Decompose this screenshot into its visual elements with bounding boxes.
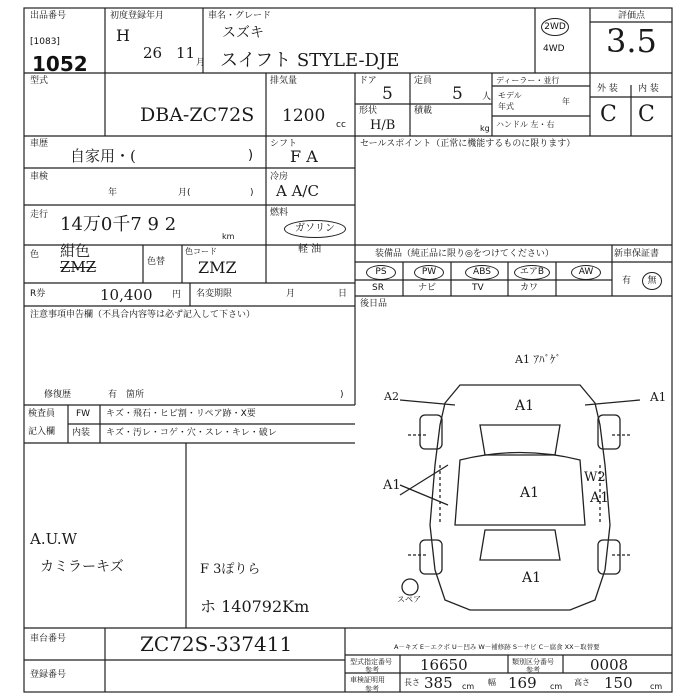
lot-number: 1052 [32,52,88,76]
ac-label: 冷房 [270,172,289,182]
recycle-label: R券 [30,289,46,299]
drive-2wd-wrap [541,18,569,36]
repair-value: 有 [108,390,118,400]
category-number-ref: 参考 [526,666,540,674]
width-label: 幅 [488,678,496,687]
color-code-label: 色コード [185,247,217,256]
drive-2wd: 2WD [541,18,569,36]
lot-code: [1083] [30,37,60,47]
category-number-value: 0008 [590,656,629,674]
doors-value: 5 [382,84,393,104]
comment-4: ホ 140792Km [200,597,310,616]
grade-label: 評価点 [618,11,646,21]
height-unit: cm [650,682,663,691]
shape-value: H/B [370,118,396,133]
mileage-value: 14万0千7 9 2 [60,214,177,235]
fw-label: FW [76,409,91,419]
comment-1: A.U.W [30,530,78,548]
equipment-label: 装備品（純正品に限り◎をつけてください） [375,249,554,259]
warranty-label: 新車保証書 [614,249,660,259]
model-year-unit: 年 [562,97,570,106]
type-number-ref: 参考 [365,666,379,674]
diag-mark-w2: W2 [584,470,606,485]
first-reg-label: 初度登録年月 [110,11,165,21]
chassis-label: 車台番号 [30,634,67,644]
exterior-grade: C [600,102,617,127]
inspection-label: 車検 [30,172,49,182]
type-number-value: 16650 [420,656,468,674]
category-number-label: 類別区分番号 [512,658,554,666]
equip-abs: ABS [465,265,499,280]
displacement-unit: cc [336,120,346,130]
fuel-gas-wrap [284,220,346,238]
length-unit: cm [462,682,475,691]
repair-close: ) [340,390,344,400]
warranty-no: 無 [642,272,662,290]
ac-value: A A/C [276,182,319,200]
comment-2: カミラーキズ [40,559,124,575]
maker-name: スズキ [222,25,264,41]
diag-mark-a2: A2 [384,390,399,403]
color-value: 紺色 [60,242,91,260]
interior-grade: C [638,102,655,127]
equip-pw: PW [414,265,444,280]
length-value: 385 [424,674,453,692]
interior-row-label: 内装 [72,428,91,438]
warranty-no-wrap [642,272,662,290]
color-change-label: 色替 [147,257,166,267]
mileage-unit: km [222,232,235,241]
fuel-gasoline: ガソリン [284,220,346,238]
shape-label: 形状 [359,106,378,116]
shift-value: F A [290,147,318,166]
registration-label: 登録番号 [30,670,67,680]
load-unit: kg [480,124,490,133]
equip-leather: カワ [520,283,539,293]
length-label: 長さ [404,678,420,687]
displacement-label: 排気量 [270,76,298,86]
model-grade: スイフト STYLE-DJE [220,50,400,71]
name-grade-label: 車名・グレード [208,11,272,21]
equip-abs-wrap [465,265,499,280]
inspection-year-unit: 年 [108,188,118,198]
diag-mark-extra [590,486,591,487]
history-close: ) [248,148,254,163]
doors-label: ドア [359,76,377,86]
equip-aw: AW [571,265,601,280]
drive-4wd: 4WD [543,44,565,54]
model-year-label: モデル [498,91,522,100]
damage-legend: A－キズ E－エクボ U－凹み W－補修跡 S－サビ C－腐食 XX－取替要 [394,643,600,651]
repair-place: 箇所 [126,390,145,400]
diag-mark-rear: A1 [522,570,542,586]
color-struck: ZMZ [60,258,97,276]
diag-mark-right-side: A1 [590,490,610,506]
capacity-label: 定員 [414,76,433,86]
warranty-yes: 有 [622,276,632,286]
recycle-value: 10,400 [100,286,153,304]
name-change-label: 名変期限 [196,289,233,299]
equip-pw-wrap [414,265,444,280]
equip-aw-wrap [571,265,601,280]
fuel-label: 燃料 [270,208,289,218]
shift-label: シフト [270,139,298,149]
equip-ps: PS [366,265,396,280]
load-label: 積載 [414,106,433,116]
reg-month: 11 [176,44,196,62]
equip-airbag: エアB [514,265,550,280]
diag-mark-right-front: A1 [650,390,667,404]
model-year-label2: 年式 [498,102,514,111]
equip-sr: SR [372,283,384,293]
inspector-label: 検査員 [28,409,56,419]
equip-ps-wrap [366,265,396,280]
interior-label: 内 装 [638,84,659,94]
type-label: 型式 [30,76,49,86]
mileage-label: 走行 [30,210,49,220]
chassis-number: ZC72S-337411 [140,632,293,656]
spare-label: スペア [397,595,421,604]
name-change-day: 日 [338,289,348,299]
inspection-close: ) [250,188,254,198]
width-value: 169 [508,674,537,692]
exterior-label: 外 装 [597,84,618,94]
height-value: 150 [604,674,633,692]
reg-era: H [116,26,130,45]
dealer-label: ディーラー・並行 [496,76,560,85]
color-label: 色 [30,250,40,260]
equip-navi: ナビ [418,283,437,293]
fuel-diesel: 軽 油 [298,244,322,255]
month-unit: 月 [196,58,206,68]
notes-label: 注意事項申告欄（不具合内容等は必ず記入して下さい） [30,310,256,320]
displacement-value: 1200 [282,106,326,126]
recycle-unit: 円 [172,290,182,300]
inspector-label2: 記入欄 [28,427,56,437]
fw-text: キズ・飛石・ヒビ割・リペア跡・X要 [106,409,256,419]
history-value: 自家用・( [70,147,136,165]
sales-point-label: セールスポイント（正常に機能するものに限ります） [360,139,576,149]
name-change-month: 月 [286,289,296,299]
capacity-unit: 人 [482,92,492,102]
reg-year: 26 [143,44,163,62]
equip-airbag-wrap [514,265,550,280]
grade-value: 3.5 [606,22,657,60]
diag-mark-left-side: A1 [383,478,401,493]
width-unit: cm [550,682,563,691]
diag-mark-front: A1 ｱﾊﾞｹﾞ [515,353,561,366]
comment-3: F 3ぽりら [200,562,261,577]
cert-ref: 参考 [365,685,379,693]
rear-items-label: 後日品 [360,299,388,309]
capacity-value: 5 [452,84,463,104]
history-label: 車歴 [30,139,49,149]
type-number-label: 型式指定番号 [350,658,392,666]
color-code-value: ZMZ [198,258,237,277]
cert-label: 車検証明用 [350,676,385,684]
handle-label: ハンドル 左・右 [496,120,555,129]
lot-label: 出品番号 [30,11,67,21]
diag-mark-roof: A1 [520,485,540,501]
height-label: 高さ [574,678,590,687]
diag-mark-hood: A1 [515,398,535,414]
equip-tv: TV [472,283,484,293]
interior-row-text: キズ・汚レ・コゲ・穴・スレ・キレ・破レ [106,428,277,438]
type-value: DBA-ZC72S [140,104,255,126]
inspection-month-unit: 月( [178,188,191,198]
repair-label: 修復歴 [44,390,72,400]
